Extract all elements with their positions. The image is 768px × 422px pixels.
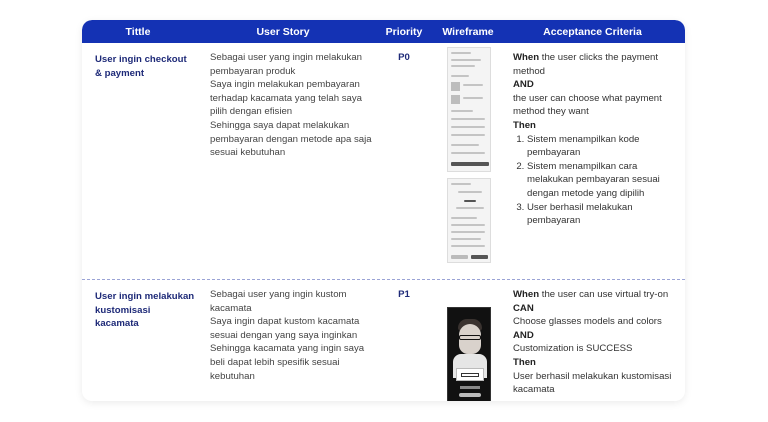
wf-line <box>451 110 473 112</box>
ac-when <box>513 51 678 78</box>
wf-line <box>451 152 485 154</box>
wf-line <box>451 217 477 219</box>
keyword-then: Then <box>513 356 536 368</box>
header-user-story: User Story <box>256 26 310 38</box>
story-line: Sehingga kacamata yang ingin saya beli dapat lebih spesifik sesuai kebutuhan <box>210 343 365 382</box>
row-user-story <box>210 51 375 160</box>
wf-line <box>451 224 485 226</box>
wf-line <box>458 191 482 193</box>
wf-line <box>451 118 485 120</box>
ac-and-text: Customization is SUCCESS <box>513 343 633 355</box>
wf-product-thumb <box>451 82 460 91</box>
header-acceptance-criteria: Acceptance Criteria <box>543 26 642 38</box>
wf-line <box>451 183 471 185</box>
virtual-tryon-wireframe <box>447 307 491 401</box>
checkout-wireframe <box>447 47 491 263</box>
story-line: Saya ingin dapat kustom kacamata sesuai dengan yang saya inginkan <box>210 316 360 341</box>
ac-and-text: the user can choose what payment method they want <box>513 92 662 118</box>
row-title: User ingin melakukan kustomisasi kacamata <box>95 291 195 330</box>
wf-line <box>464 200 476 202</box>
wf-button <box>471 255 488 259</box>
keyword-then: Then <box>513 119 536 131</box>
table-row <box>82 279 685 401</box>
keyword-and: AND <box>513 329 534 341</box>
table-header <box>82 20 685 43</box>
wf-line <box>451 134 485 136</box>
wireframe-screen-checkout <box>447 47 491 172</box>
ac-when-text: the user clicks the payment method <box>513 52 659 77</box>
wf-line <box>451 238 481 240</box>
wf-line <box>463 84 483 86</box>
list-item: 2. Sistem menampilkan cara melakukan pembayaran sesuai dengan metode yang dipilih <box>527 160 678 201</box>
tryon-glasses <box>459 335 481 340</box>
story-line: Saya ingin melakukan pembayaran terhadap kacamata yang telah saya pilih dengan efisien <box>210 79 363 118</box>
ac-then-list <box>527 133 678 228</box>
list-item: 3. User berhasil melakukan pembayaran <box>527 201 678 228</box>
row-title: User ingin checkout & payment <box>95 54 187 79</box>
keyword-when: When <box>513 52 540 63</box>
table-row <box>82 43 685 279</box>
ac-when <box>513 288 678 302</box>
wireframe-screen-payment <box>447 178 491 263</box>
row-priority: P0 <box>398 52 410 63</box>
header-priority: Priority <box>385 26 423 38</box>
keyword-and: AND <box>513 79 534 91</box>
row-acceptance-criteria <box>513 51 678 228</box>
list-item: 1. Sistem menampilkan kode pembayaran <box>527 133 678 160</box>
story-line: Sebagai user yang ingin kustom kacamata <box>210 289 347 314</box>
color-swatches <box>460 386 480 389</box>
story-line: Sebagai user yang ingin melakukan pembayaran produk <box>210 52 363 77</box>
ac-then-text: User berhasil melakukan kustomisasi kacamata <box>513 370 672 396</box>
header-wireframe: Wireframe <box>442 26 494 38</box>
wf-line <box>463 97 483 99</box>
row-priority: P1 <box>398 289 410 300</box>
keyword-can: CAN <box>513 302 534 314</box>
row-acceptance-criteria <box>513 288 678 397</box>
wf-line <box>451 245 485 247</box>
wf-button <box>459 393 481 397</box>
wf-line <box>451 75 469 77</box>
wf-line <box>451 52 471 54</box>
wf-button <box>451 255 468 259</box>
keyword-when: When <box>513 289 540 300</box>
wf-line <box>451 144 479 146</box>
wf-line <box>456 207 484 209</box>
wf-product-thumb <box>451 95 460 104</box>
row-user-story <box>210 288 375 383</box>
glasses-icon <box>461 373 479 377</box>
header-title: Tittle <box>125 26 151 38</box>
wf-line <box>451 126 485 128</box>
ac-when-text: the user can use virtual try-on <box>539 289 669 300</box>
wf-line <box>451 59 481 61</box>
wf-line <box>451 231 485 233</box>
wf-line <box>451 65 475 67</box>
glasses-option-tile <box>456 368 484 381</box>
story-line: Sehingga saya dapat melakukan pembayaran dengan metode apa saja sesuai kebutuhan <box>210 119 372 159</box>
ac-can-text: Choose glasses models and colors <box>513 316 662 328</box>
user-story-table <box>82 20 685 401</box>
wf-pay-button <box>451 162 489 166</box>
